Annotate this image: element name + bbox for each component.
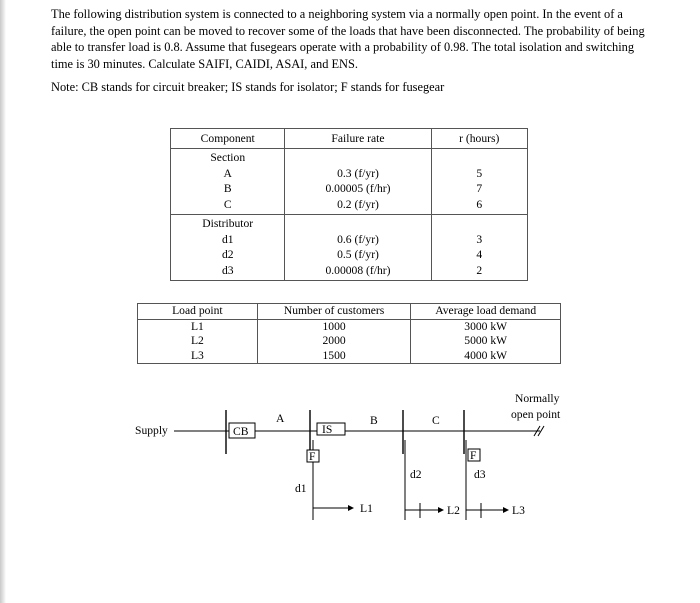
d2-rate: 0.5 (f/yr)	[337, 248, 379, 261]
d1-marker: d1	[295, 482, 307, 495]
d3-r: 2	[476, 263, 483, 277]
header-load-point: Load point	[138, 304, 258, 320]
problem-statement: The following distribution system is connected to a neighboring system via a normally open point. In the event of a failure, the open point can be moved to recover some of the loads that have been disconnected. The probability of being able to transfer load is 0.8. Assume that fusegears operate with a probability of 0.98. The total isolation and switching time is 30 minutes. Calculate SAIFI, CAIDI, ASAI, and ENS.	[51, 7, 645, 71]
demand-cell: 4000 kW	[411, 349, 561, 364]
header-average-load-demand: Average load demand	[411, 304, 561, 320]
d1-label: d1	[221, 232, 234, 246]
l2-label: L2	[447, 504, 460, 517]
section-b-marker: B	[370, 414, 378, 427]
is-label: IS	[322, 423, 333, 436]
problem-note: Note: CB stands for circuit breaker; IS stands for isolator; F stands for fusegear	[51, 80, 445, 94]
section-c-label: C	[223, 197, 232, 211]
d3-label: d3	[221, 263, 234, 277]
load-row-l2	[138, 334, 561, 349]
customers-cell: 1000	[257, 319, 411, 334]
l3-arrow	[503, 507, 509, 513]
section-group	[171, 149, 528, 215]
d2-marker: d2	[410, 468, 422, 481]
normally-open-point-label-line1: Normally	[515, 392, 560, 405]
section-b-r: 7	[476, 182, 483, 195]
load-point-cell: L1	[138, 319, 258, 334]
demand-cell: 3000 kW	[411, 319, 561, 334]
fuse-d1-label: F	[309, 450, 316, 463]
section-title: Section	[210, 151, 246, 164]
section-a-r: 5	[476, 166, 483, 180]
l2-arrow	[438, 507, 444, 513]
section-components	[171, 149, 285, 215]
distributor-components	[171, 215, 285, 281]
section-b-label: B	[223, 182, 232, 195]
load-row-l1	[138, 319, 561, 334]
d3-rate: 0.00008 (f/hr)	[325, 263, 391, 277]
customers-cell: 1500	[257, 349, 411, 364]
component-table-header	[171, 129, 528, 149]
load-table-header	[138, 304, 561, 320]
d3-marker: d3	[474, 468, 486, 481]
section-a-label: A	[223, 166, 232, 180]
section-a-rate: 0.3 (f/yr)	[337, 166, 379, 180]
section-repair-times	[431, 149, 527, 215]
section-rates	[285, 149, 431, 215]
distributor-title: Distributor	[202, 217, 254, 230]
fuse-d3-label: F	[470, 449, 477, 462]
d1-rate: 0.6 (f/yr)	[337, 232, 379, 246]
distribution-system-diagram	[0, 385, 700, 525]
normally-open-point-label-line2: open point	[511, 408, 561, 421]
load-point-cell: L3	[138, 349, 258, 364]
demand-cell: 5000 kW	[411, 334, 561, 349]
load-point-cell: L2	[138, 334, 258, 349]
supply-label: Supply	[135, 424, 168, 437]
section-c-rate: 0.2 (f/yr)	[337, 197, 379, 211]
l3-label: L3	[512, 504, 525, 517]
l1-arrow	[348, 505, 354, 511]
distributor-rates	[285, 215, 431, 281]
header-number-of-customers: Number of customers	[257, 304, 411, 320]
section-c-marker: C	[432, 414, 440, 427]
section-a-marker: A	[276, 412, 285, 425]
header-component: Component	[171, 129, 285, 149]
cb-label: CB	[233, 425, 249, 438]
header-r-hours: r (hours)	[431, 129, 527, 149]
header-failure-rate: Failure rate	[285, 129, 431, 149]
l1-label: L1	[360, 502, 373, 515]
load-point-table	[137, 303, 561, 364]
d2-r: 4	[476, 248, 483, 261]
d2-label: d2	[221, 248, 234, 261]
section-c-r: 6	[476, 197, 483, 211]
customers-cell: 2000	[257, 334, 411, 349]
load-row-l3	[138, 349, 561, 364]
distributor-group	[171, 215, 528, 281]
d1-r: 3	[476, 232, 483, 246]
section-b-rate: 0.00005 (f/hr)	[325, 182, 391, 195]
distributor-repair-times	[431, 215, 527, 281]
component-table	[170, 128, 528, 281]
